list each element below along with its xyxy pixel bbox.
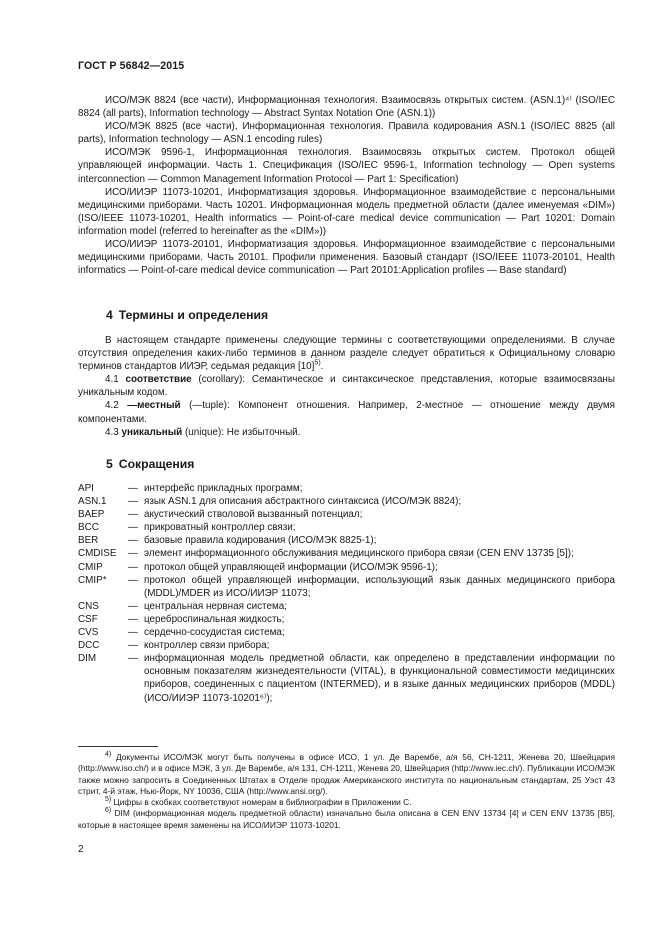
abbreviation-definition: сердечно-сосудистая система; [144, 627, 285, 639]
footnote-ref: 5) [314, 359, 321, 367]
term-number: 4.2 [105, 400, 119, 412]
abbreviation-term: BER [78, 535, 99, 547]
abbreviation-definition: контроллер связи прибора; [144, 640, 270, 652]
abbreviation-row [78, 600, 615, 613]
document-header: ГОСТ Р 56842—2015 [78, 60, 185, 72]
abbreviation-dash: — [128, 535, 138, 547]
footnote [78, 808, 615, 831]
abbreviation-row [78, 482, 615, 495]
abbreviation-dash: — [128, 483, 138, 494]
abbreviation-row [78, 547, 615, 560]
term-number: 4.1 [105, 374, 119, 386]
reference-item: ИСО/ИИЭР 11073-10201, Информатизация здоровья. Информационное взаимодействие с персональными медицинскими приборами. Часть 10201. Информационная модель предметной области (далее именуемая «DIM») (ISO/IEEE 11073-10201, Health informatics — Point-of-care medical device communication — Part 10201: Domain information model (referred to hereinafter as the «DIM»)) [78, 186, 615, 237]
section-title: Сокращения [118, 457, 195, 471]
abbreviation-definition: базовые правила кодирования (ИСО/МЭК 8825-1); [144, 535, 377, 547]
term-text: (—tuple): Компонент отношения. Например, 2-местное — отношение между двумя компонентами. [78, 400, 615, 425]
normative-references [78, 94, 615, 277]
term-definition [78, 426, 615, 439]
term-number: 4.3 [105, 426, 119, 438]
abbreviation-dash: — [128, 496, 138, 508]
abbreviations-list [78, 482, 615, 705]
abbreviation-definition: элемент информационного обслуживания медицинского прибора связи (CEN ENV 13735 [5]); [144, 548, 574, 560]
footnote-divider [78, 746, 158, 747]
abbreviation-term: CSF [78, 613, 98, 625]
term-text: (corollary): Семантическое и синтаксическое представления, которые взаимосвязаны уникальным кодом. [78, 374, 615, 399]
abbreviation-row [78, 495, 615, 508]
abbreviation-dash: — [128, 627, 138, 639]
abbreviation-term: CMDISE [78, 548, 117, 560]
intro-text: В настоящем стандарте применены следующие термины с соответствующими определениями. В случае отсутствия определения каких-либо терминов в данном разделе следует обратиться к Официальному словарю терминов стандартов ИИЭР, седьмая редакция [10] [78, 335, 615, 373]
abbreviation-term: CMIP* [78, 574, 107, 586]
reference-item: ИСО/ИИЭР 11073-20101, Информатизация здоровья. Информационное взаимодействие с персональными медицинскими приборами. Часть 20101. Профили применения. Базовый стандарт (ISO/IEEE 11073-20101, Health informatics — Point-of-care medical device communication — Part 20101:Application profiles — Base standard) [78, 239, 615, 277]
abbreviation-definition: язык ASN.1 для описания абстрактного синтаксиса (ИСО/МЭК 8824); [144, 496, 462, 508]
footnotes [78, 752, 615, 831]
abbreviation-term: DCC [78, 640, 100, 652]
term-name: —местный [127, 400, 181, 412]
term-text: (unique): Не избыточный. [182, 426, 301, 438]
abbreviation-definition: прикроватный контроллер связи; [144, 522, 296, 534]
abbreviation-term: BAEP [78, 509, 105, 521]
abbreviation-definition: протокол общей управляющей информации, использующий язык данных медицинского прибора (MDDL)/MDER из ИСО/ИИЭР 11073; [144, 574, 615, 599]
abbreviation-row [78, 561, 615, 574]
abbreviation-dash: — [128, 561, 138, 573]
abbreviation-dash: — [128, 640, 138, 652]
abbreviation-term: CVS [78, 627, 99, 639]
abbreviation-row [78, 626, 615, 639]
term-definition [78, 373, 615, 399]
abbreviation-dash: — [128, 653, 138, 665]
footnote-mark: 4) [105, 751, 112, 759]
abbreviation-row [78, 639, 615, 652]
abbreviation-term: DIM [78, 653, 97, 665]
abbreviation-row [78, 613, 615, 626]
abbreviation-term: BCC [78, 522, 99, 534]
abbreviation-row [78, 574, 615, 600]
abbreviation-dash: — [128, 509, 138, 521]
footnote-mark: 6) [105, 807, 112, 815]
abbreviation-term: ASN.1 [78, 496, 107, 508]
section-5-heading [106, 457, 194, 471]
section-4-intro: В настоящем стандарте применены следующие термины с соответствующими определениями. В случае отсутствия определения каких-либо терминов в данном разделе следует обратиться к Официальному словарю терминов стандартов ИИЭР, седьмая редакция $[10]^{5)}$. [78, 335, 615, 373]
abbreviation-term: CMIP [78, 561, 103, 573]
abbreviation-term: API [78, 483, 94, 494]
abbreviation-definition: цереброспинальная жидкость; [144, 613, 285, 625]
abbreviation-definition: акустический стволовой вызванный потенциал; [144, 509, 363, 521]
reference-item: ИСО/МЭК 8824 (все части), Информационная технология. Взаимосвязь открытых систем. (ASN.1)⁴⁾ (ISO/IEC 8824 (all parts), Information technology — Abstract Syntax Notation One (ASN.1)) [78, 95, 615, 120]
term-name: соответствие [125, 374, 192, 386]
abbreviation-definition: информационная модель предметной области, как определено в представлении информации по основным показателям жизнедеятельности (VITAL), в функциональной совместимости медицинских приборов, соединенных с пациентом (INTERMED), и в языке данных медицинских приборов (MDDL) (ИСО/ИИЭР 11073-10201⁶⁾); [144, 653, 615, 704]
section-number: 4 [106, 308, 113, 322]
abbreviation-dash: — [128, 574, 138, 586]
footnote-text: Цифры в скобках соответствуют номерам в библиографии в Приложении С. [111, 797, 412, 808]
abbreviation-row [78, 652, 615, 704]
footnote-text: Документы ИСО/МЭК могут быть получены в офисе ИСО, 1 ул. Де Варембе, а/я 56, CH-1211, Женева 20, Швейцария (http://www.iso.ch/) и в офисе МЭК, 3 ул. Де Варембе, а/я 131, CH-1211, Женева 20, Швейцария (http://www.iec.ch/). Публикации ИСО/МЭК также можно запросить в Соединенных Штатах в Отделе продаж Американского института по национальным стандартам, 25 Уэст 43 стрит, 4-й этаж, Нью-Йорк, NY 10036, США (http://www.ansi.org/). [78, 752, 615, 796]
footnote [78, 797, 615, 808]
abbreviation-term: CNS [78, 600, 99, 612]
abbreviation-definition: интерфейс прикладных программ; [144, 483, 303, 494]
reference-item: ИСО/МЭК 9596-1, Информационная технология. Взаимосвязь открытых систем. Протокол общей управляющей информации. Часть 1. Спецификация (ISO/IEC 9596-1, Information technology — Open systems interconnection — Common Management Information Protocol — Part 1: Specification) [78, 147, 615, 185]
section-4-body [78, 334, 615, 439]
term-definition [78, 399, 615, 425]
footnote-text: DIM (информационная модель предметной области) изначально была описана в CEN ENV 13734 [4] и CEN ENV 13735 [B5], которые в настоящее время заменены на ИСО/ИИЭР 11073-10201. [78, 808, 615, 830]
abbreviation-dash: — [128, 600, 138, 612]
abbreviation-row [78, 534, 615, 547]
abbreviation-row [78, 508, 615, 521]
abbreviation-dash: — [128, 613, 138, 625]
abbreviation-dash: — [128, 522, 138, 534]
abbreviation-definition: протокол общей управляющей информации (ИСО/МЭК 9596-1); [144, 561, 438, 573]
footnote-mark: 5) [105, 796, 112, 804]
section-title: Термины и определения [118, 308, 269, 322]
section-number: 5 [106, 457, 113, 471]
abbreviation-row [78, 521, 615, 534]
abbreviation-dash: — [128, 548, 138, 560]
reference-item: ИСО/МЭК 8825 (все части), Информационная технология. Правила кодирования ASN.1 (ISO/IEC 8825 (all parts), Information technology — ASN.1 encoding rules) [78, 121, 615, 146]
abbreviation-definition: центральная нервная система; [144, 600, 287, 612]
footnote [78, 752, 615, 797]
section-4-heading [106, 308, 268, 322]
page-number: 2 [78, 844, 84, 855]
term-name: уникальный [121, 426, 183, 438]
